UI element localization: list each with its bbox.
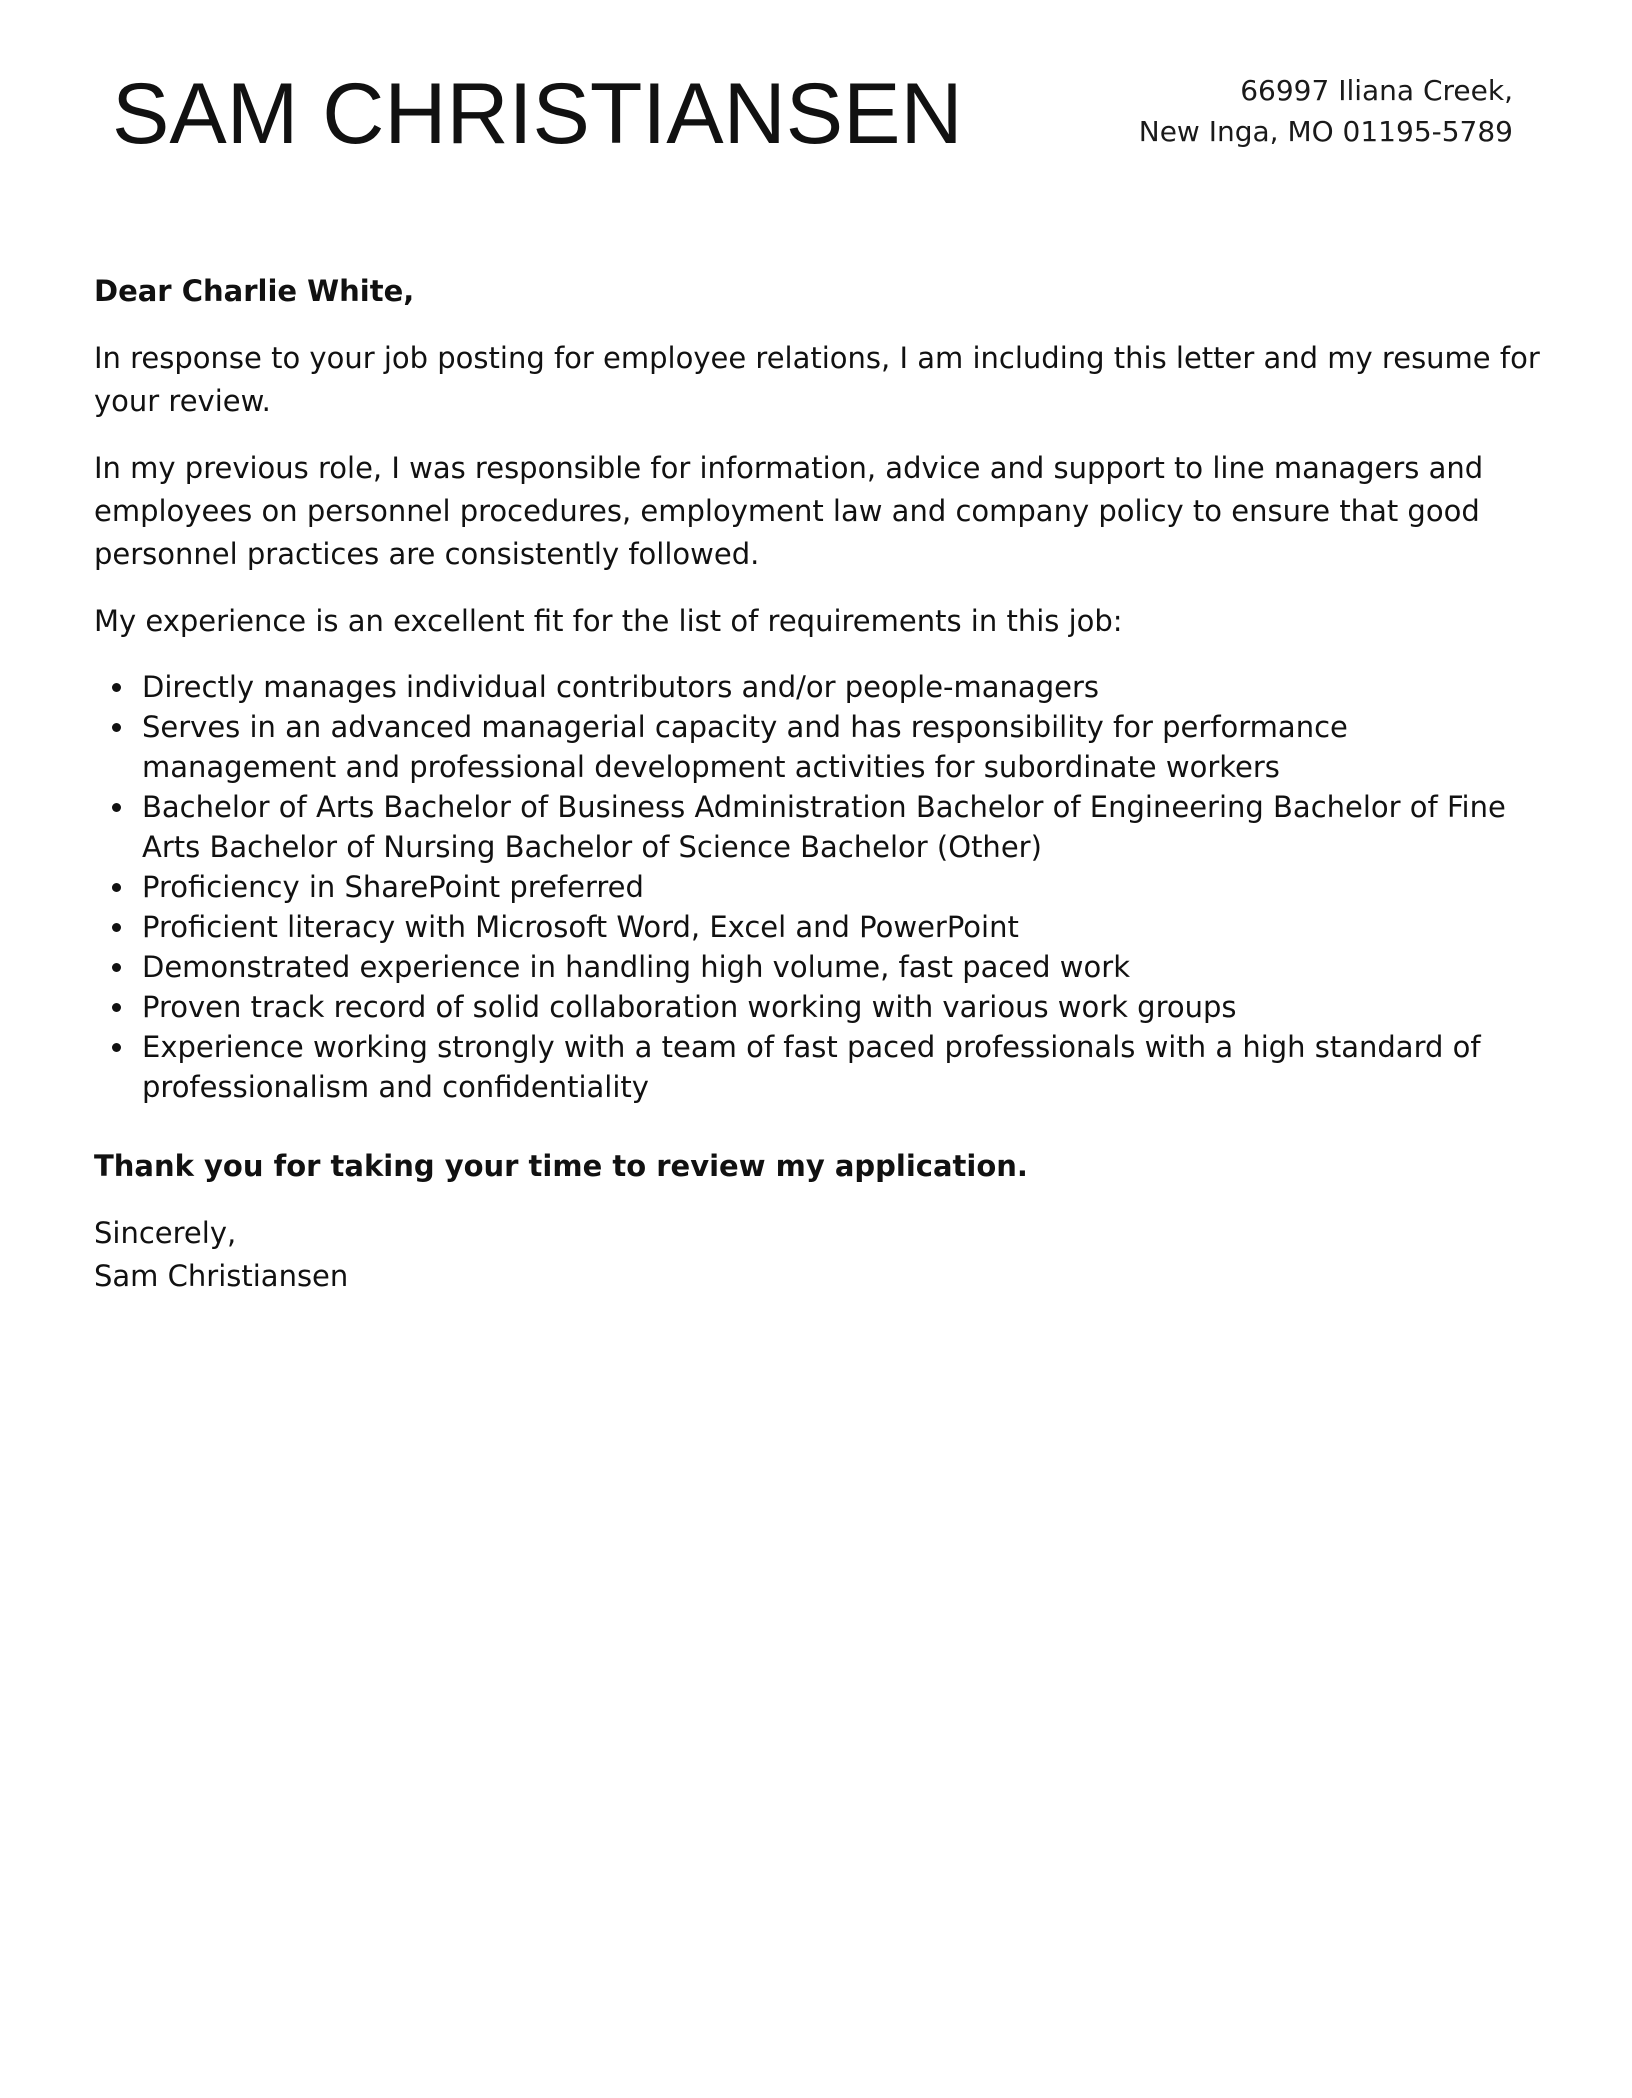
list-item-text: Directly manages individual contributors and/or people-managers [142,670,1099,704]
requirements-list [94,667,1544,1107]
bullet-icon [112,1043,121,1052]
letter-body [94,270,1544,1298]
bullet-icon [112,923,121,932]
closing-phrase: Sincerely, [94,1216,237,1250]
list-item-text: Proven track record of solid collaboration working with various work groups [142,990,1237,1024]
list-item [142,907,1544,947]
applicant-name: SAM CHRISTIANSEN [112,66,963,162]
address-line-1: 66997 Iliana Creek, [1240,74,1513,107]
list-item [142,987,1544,1027]
bullet-icon [112,1003,121,1012]
list-item [142,667,1544,707]
thank-you-line: Thank you for taking your time to review my application. [94,1149,1028,1183]
list-item-text: Serves in an advanced managerial capacity and has responsibility for performance management and professional development activities for subordinate workers [142,710,1348,784]
experience-paragraph: In my previous role, I was responsible for information, advice and support to line managers and employees on personnel procedures, employment law and company policy to ensure that good personnel practices are consistently followed. [94,451,1484,571]
bullet-icon [112,683,121,692]
list-item-text: Experience working strongly with a team of fast paced professionals with a high standard of professionalism and confidentiality [142,1030,1481,1104]
letter-header [0,0,1632,200]
list-item-text: Demonstrated experience in handling high volume, fast paced work [142,950,1130,984]
requirements-intro: My experience is an excellent fit for the list of requirements in this job: [94,604,1123,638]
list-item [142,787,1544,867]
intro-paragraph: In response to your job posting for employee relations, I am including this letter and my resume for your review. [94,341,1540,418]
list-item-text: Proficiency in SharePoint preferred [142,870,644,904]
signature-name: Sam Christiansen [94,1259,349,1293]
bullet-icon [112,883,121,892]
bullet-icon [112,963,121,972]
list-item-text: Proficient literacy with Microsoft Word, Excel and PowerPoint [142,910,1019,944]
closing-block [94,1212,1544,1298]
applicant-address [1139,70,1513,152]
list-item [142,707,1544,787]
list-item [142,1027,1544,1107]
salutation: Dear Charlie White, [94,274,415,308]
list-item [142,867,1544,907]
bullet-icon [112,723,121,732]
bullet-icon [112,803,121,812]
address-line-2: New Inga, MO 01195-5789 [1138,115,1513,148]
list-item-text: Bachelor of Arts Bachelor of Business Administration Bachelor of Engineering Bachelor of Fine Arts Bachelor of Nursing Bachelor of Science Bachelor (Other) [142,790,1506,864]
list-item [142,947,1544,987]
